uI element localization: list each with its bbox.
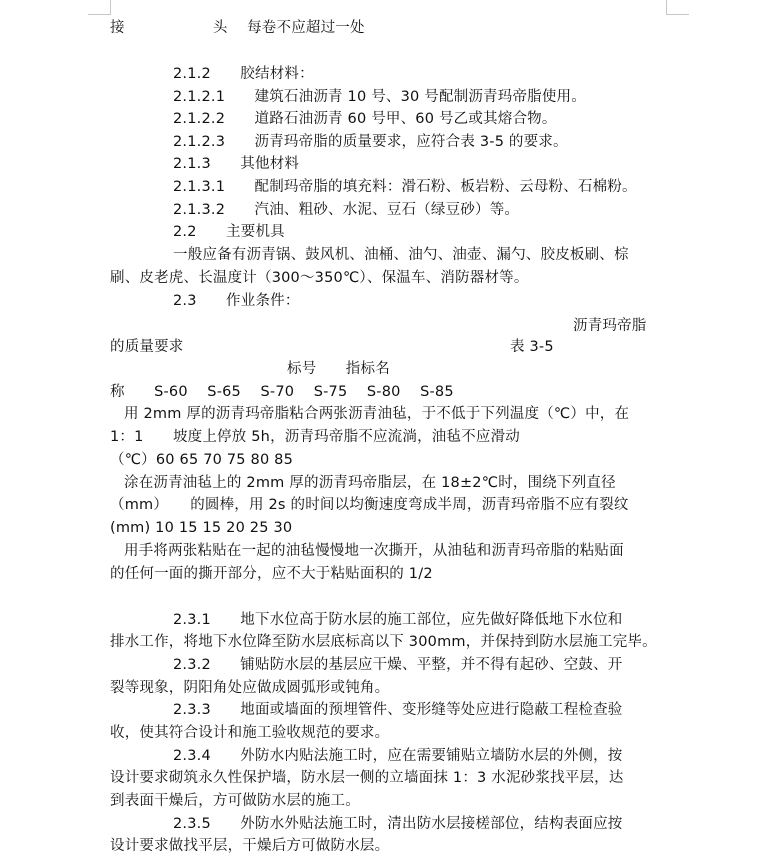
page-corner-mark-left — [88, 0, 111, 15]
item-2-3-4-line-3: 到表面干燥后，方可做防水层的施工。 — [110, 793, 360, 809]
text-line-joint: 接 头 每卷不应超过一处 — [110, 20, 365, 36]
item-2-3-4-line-2: 设计要求砌筑永久性保护墙，防水层一侧的立墙面抹 1：3 水泥砂浆找平层，达 — [110, 770, 624, 786]
item-2-3-5-line-1: 2.3.5 外防水外贴法施工时，清出防水层接槎部位，结构表面应按 — [173, 816, 623, 832]
heading-2-2: 2.2 主要机具 — [173, 224, 285, 240]
table-row-bend-text-2: （mm） 的圆棒，用 2s 的时间以均衡速度弯成半周，沥青玛帝脂不应有裂纹 — [110, 497, 629, 513]
table-header-index: 标号 指标名 — [287, 361, 390, 377]
item-2-3-1-line-1: 2.3.1 地下水位高于防水层的施工部位，应先做好降低地下水位和 — [173, 612, 623, 628]
item-2-3-1-line-2: 排水工作，将地下水位降至防水层底标高以下 300mm，并保持到防水层施工完毕。 — [110, 634, 657, 650]
item-2-3-4-line-1: 2.3.4 外防水内贴法施工时，应在需要铺贴立墙防水层的外侧，按 — [173, 748, 623, 764]
table-caption-part-2: 的质量要求 — [110, 339, 184, 355]
paragraph-tools-line-1: 一般应备有沥青锅、鼓风机、油桶、油勺、油壶、漏勺、胶皮板刷、棕 — [173, 247, 629, 263]
item-2-1-2-1: 2.1.2.1 建筑石油沥青 10 号、30 号配制沥青玛帝脂使用。 — [173, 89, 586, 105]
table-row-heat-text-2: 1：1 坡度上停放 5h，沥青玛帝脂不应流淌，油毡不应滑动 — [110, 429, 520, 445]
item-2-3-5-line-2: 设计要求做找平层，干燥后方可做防水层。 — [110, 838, 390, 854]
paragraph-tools-line-2: 刷、皮老虎、长温度计（300～350℃）、保温车、消防器材等。 — [110, 270, 529, 286]
table-row-heat-values: （℃）60 65 70 75 80 85 — [110, 452, 294, 468]
table-row-peel-text-1: 用手将两张粘贴在一起的油毡慢慢地一次撕开，从油毡和沥青玛帝脂的粘贴面 — [124, 543, 624, 559]
heading-2-1-3: 2.1.3 其他材料 — [173, 156, 300, 172]
table-row-bend-text-1: 涂在沥青油毡上的 2mm 厚的沥青玛帝脂层，在 18±2℃时，围绕下列直径 — [124, 475, 616, 491]
item-2-1-3-1: 2.1.3.1 配制玛帝脂的填充料：滑石粉、板岩粉、云母粉、石棉粉。 — [173, 179, 637, 195]
table-row-bend-values: (mm) 10 15 15 20 25 30 — [110, 520, 293, 536]
heading-2-1-2: 2.1.2 胶结材料： — [173, 66, 314, 82]
table-number: 表 3-5 — [510, 339, 554, 355]
item-2-3-2-line-2: 裂等现象，阴阳角处应做成圆弧形或钝角。 — [110, 680, 390, 696]
item-2-1-3-2: 2.1.3.2 汽油、粗砂、水泥、豆石（绿豆砂）等。 — [173, 202, 520, 218]
heading-2-3: 2.3 作业条件： — [173, 293, 300, 309]
item-2-1-2-3: 2.1.2.3 沥青玛帝脂的质量要求，应符合表 3-5 的要求。 — [173, 134, 568, 150]
table-header-grades: 称 S-60 S-65 S-70 S-75 S-80 S-85 — [110, 384, 454, 400]
table-row-peel-text-2: 的任何一面的撕开部分，应不大于粘贴面积的 1/2 — [110, 566, 433, 582]
item-2-3-3-line-2: 收，使其符合设计和施工验收规范的要求。 — [110, 725, 390, 741]
table-row-heat-text-1: 用 2mm 厚的沥青玛帝脂粘合两张沥青油毡，于不低于下列温度（℃）中，在 — [124, 406, 630, 422]
item-2-1-2-2: 2.1.2.2 道路石油沥青 60 号甲、60 号乙或其熔合物。 — [173, 111, 557, 127]
item-2-3-3-line-1: 2.3.3 地面或墙面的预埋管件、变形缝等处应进行隐蔽工程检查验 — [173, 702, 623, 718]
table-caption-part-1: 沥青玛帝脂 — [573, 318, 647, 334]
page-corner-mark-right — [666, 0, 689, 15]
item-2-3-2-line-1: 2.3.2 铺贴防水层的基层应干燥、平整，并不得有起砂、空鼓、开 — [173, 657, 623, 673]
